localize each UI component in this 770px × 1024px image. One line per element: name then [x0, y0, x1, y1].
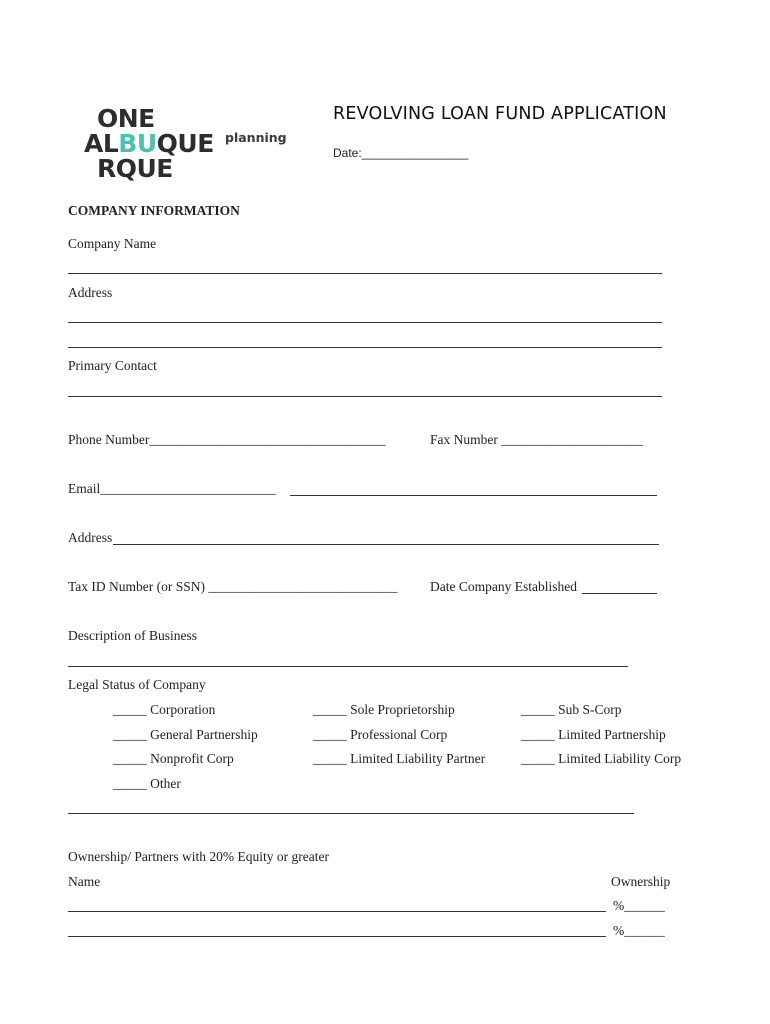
phone-number-field[interactable]: Phone Number___________________________________ — [68, 432, 386, 447]
option-nonprofit-corp[interactable]: _____ Nonprofit Corp — [113, 751, 234, 766]
option-professional-corp[interactable]: _____ Professional Corp — [313, 727, 448, 742]
form-title: REVOLVING LOAN FUND APPLICATION — [333, 104, 667, 124]
logo-line-albuque: ALBUQUE — [84, 129, 214, 158]
date-established-label: Date Company Established — [430, 579, 577, 594]
primary-contact-line[interactable] — [68, 396, 662, 397]
description-label: Description of Business — [68, 628, 197, 643]
email-field[interactable]: Email__________________________ — [68, 481, 276, 496]
one-albuquerque-logo — [67, 100, 287, 185]
option-general-partnership[interactable]: _____ General Partnership — [113, 727, 258, 742]
owner-percent-1[interactable]: %______ — [613, 898, 665, 913]
ownership-title: Ownership/ Partners with 20% Equity or greater — [68, 849, 329, 864]
owner-name-line-2[interactable] — [68, 936, 606, 937]
company-name-line[interactable] — [68, 273, 662, 274]
logo-planning: planning — [225, 130, 287, 145]
address2-line[interactable] — [113, 544, 659, 545]
section-company-information: COMPANY INFORMATION — [68, 203, 240, 218]
tax-id-field[interactable]: Tax ID Number (or SSN) ____________________________ — [68, 579, 398, 594]
fax-number-field[interactable]: Fax Number _____________________ — [430, 432, 643, 447]
owner-percent-2[interactable]: %______ — [613, 923, 665, 938]
legal-status-label: Legal Status of Company — [68, 677, 206, 692]
option-limited-partnership[interactable]: _____ Limited Partnership — [521, 727, 666, 742]
address-label: Address — [68, 285, 113, 300]
option-limited-liability-corp[interactable]: _____ Limited Liability Corp — [521, 751, 682, 766]
option-sub-s-corp[interactable]: _____ Sub S-Corp — [521, 702, 622, 717]
owner-name-line-1[interactable] — [68, 911, 606, 912]
email-line-extension[interactable] — [290, 495, 657, 496]
company-name-label: Company Name — [68, 236, 157, 251]
primary-contact-label: Primary Contact — [68, 358, 157, 373]
option-limited-liability-partner[interactable]: _____ Limited Liability Partner — [313, 751, 486, 766]
address-line-2[interactable] — [68, 347, 662, 348]
other-line[interactable] — [68, 813, 634, 814]
description-line[interactable] — [68, 666, 628, 667]
logo-line-one: ONE — [97, 104, 155, 133]
ownership-percent-header: Ownership — [611, 874, 671, 889]
option-corporation[interactable]: _____ Corporation — [113, 702, 216, 717]
option-other[interactable]: _____ Other — [113, 776, 181, 791]
address2-label: Address — [68, 530, 113, 545]
ownership-name-header: Name — [68, 874, 101, 889]
address-line-1[interactable] — [68, 322, 662, 323]
option-sole-proprietorship[interactable]: _____ Sole Proprietorship — [313, 702, 455, 717]
date-established-line[interactable] — [582, 593, 657, 594]
logo-line-rque: RQUE — [97, 154, 173, 183]
date-field[interactable]: Date:________________ — [333, 146, 469, 160]
